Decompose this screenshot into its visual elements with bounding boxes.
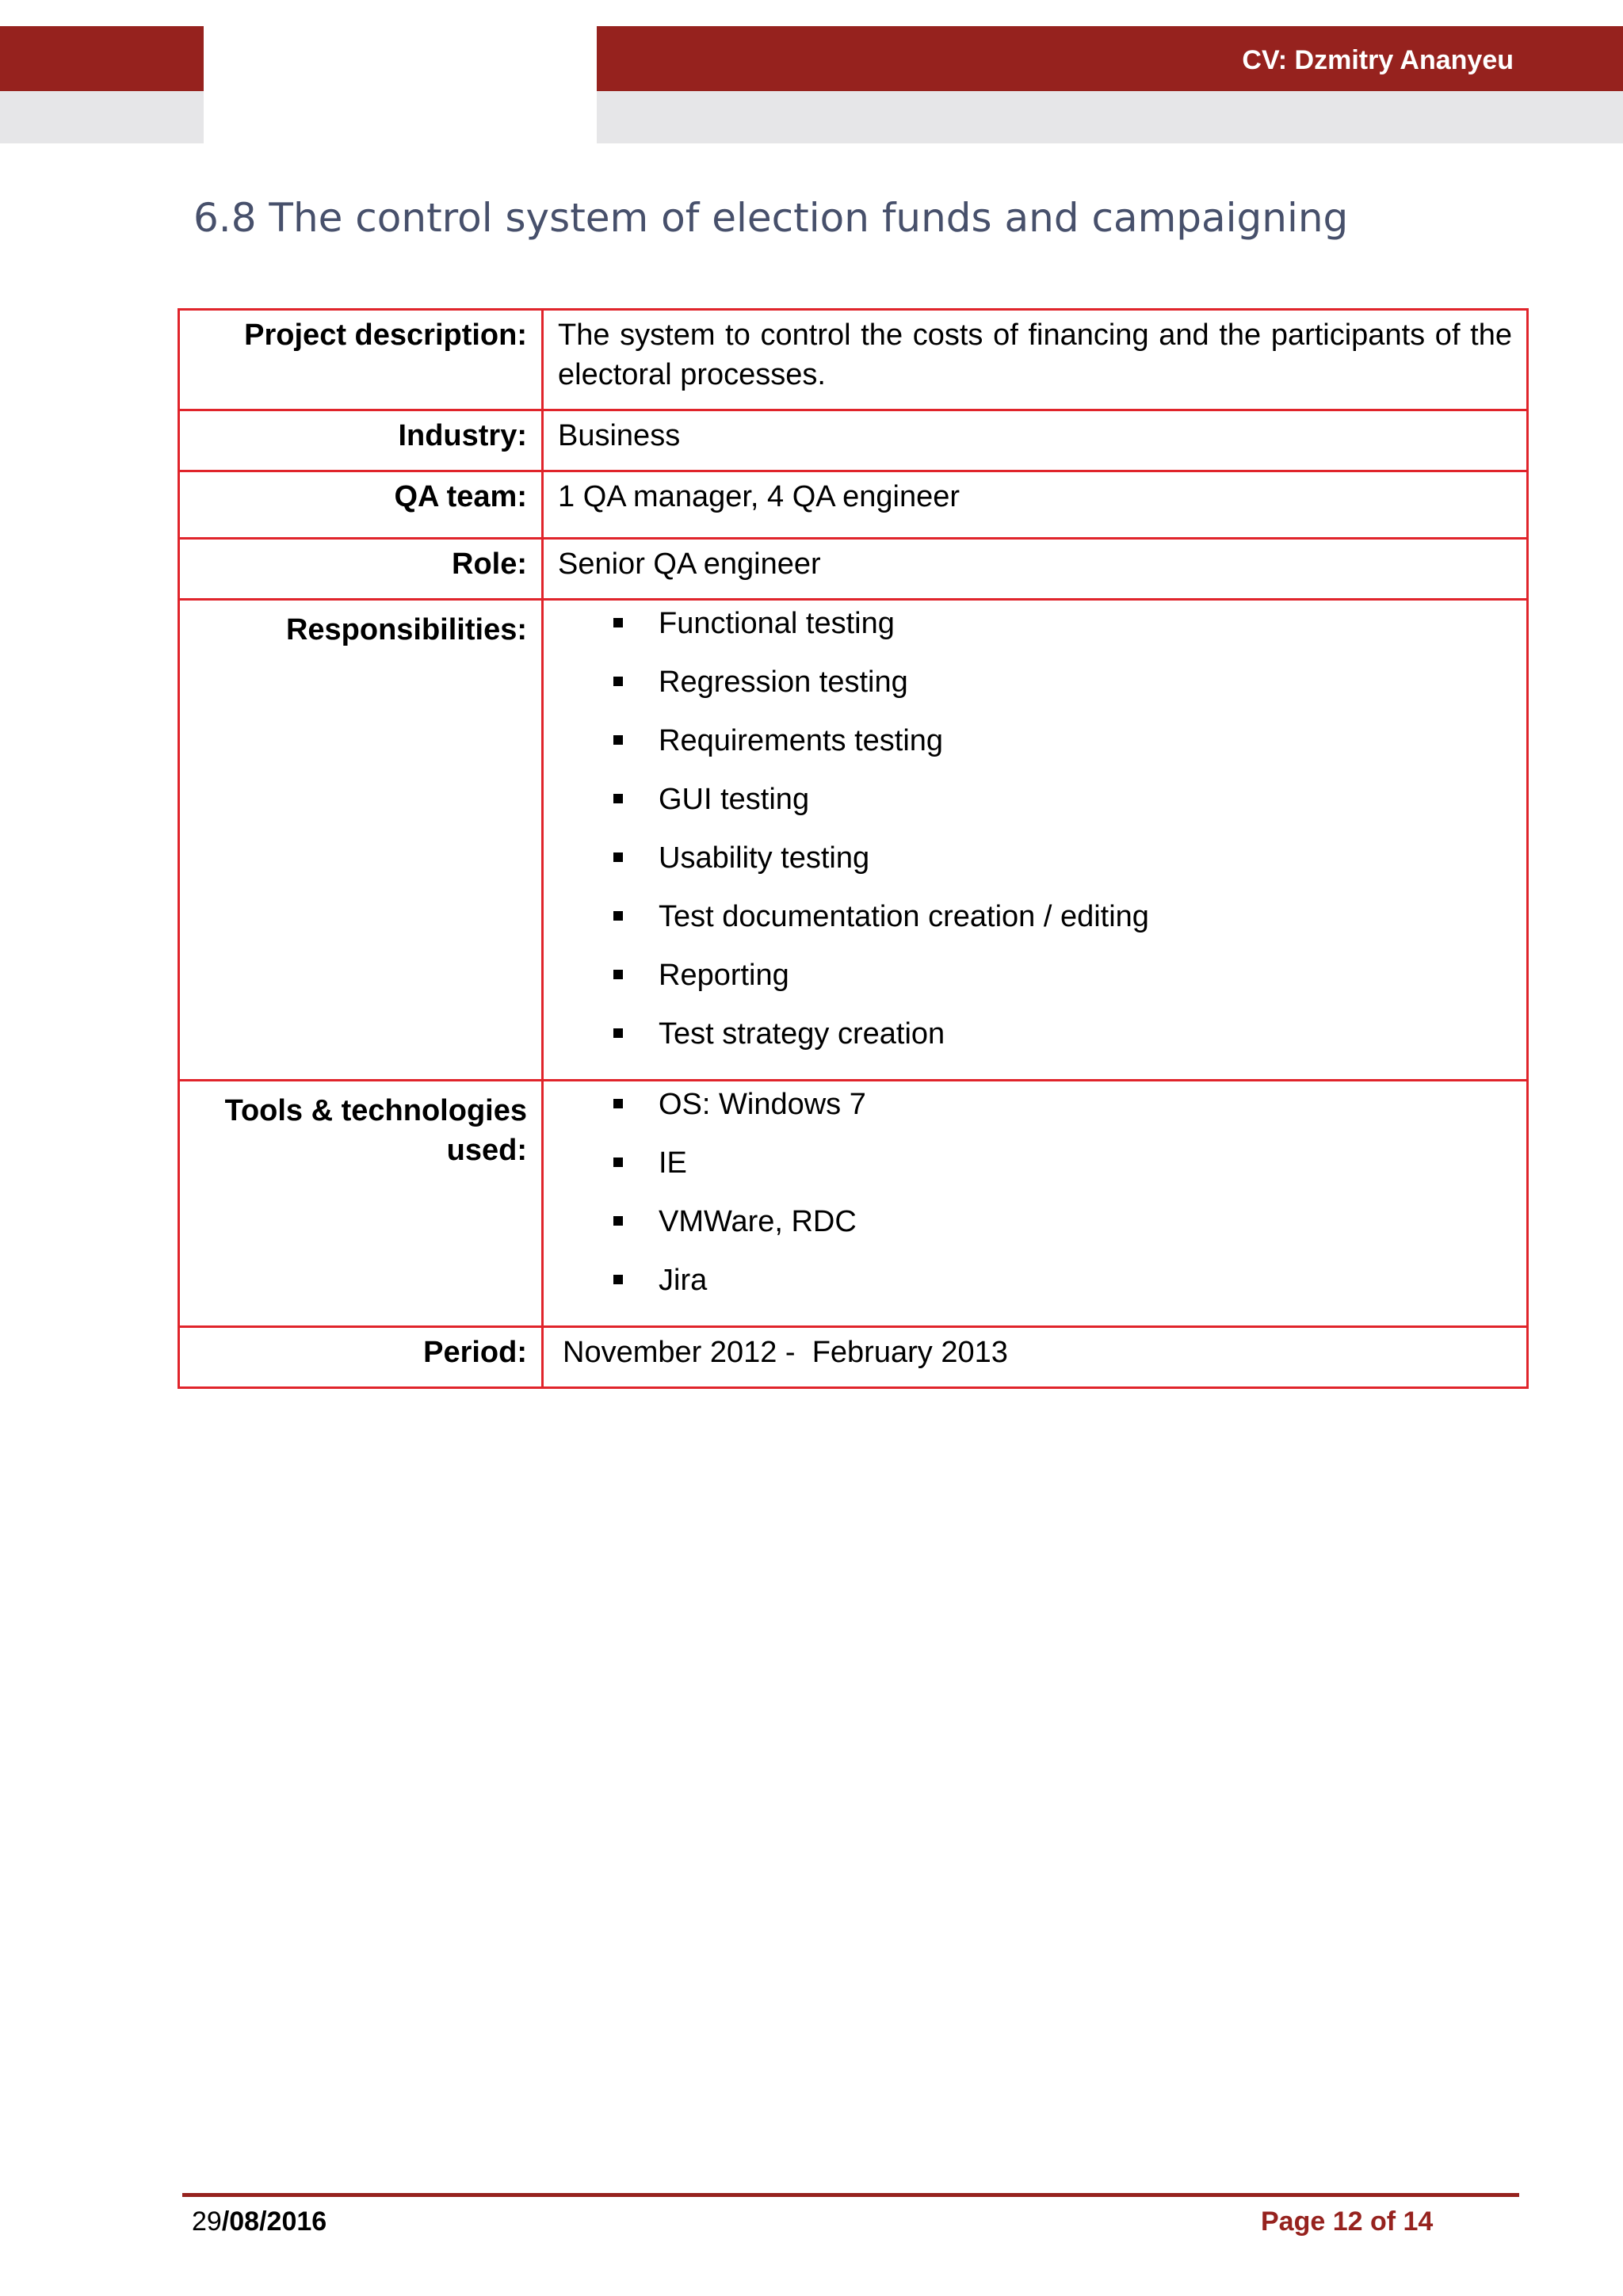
list-item: Usability testing [558, 838, 1512, 897]
label-tools-line1: Tools & technologies [224, 1094, 527, 1127]
value-role: Senior QA engineer [543, 539, 1528, 600]
tools-list [558, 1085, 1512, 1319]
label-responsibilities-text: Responsibilities: [285, 613, 527, 646]
label-role: Role: [179, 539, 543, 600]
list-item: Test documentation creation / editing [558, 897, 1512, 955]
value-responsibilities [543, 600, 1528, 1081]
list-item: Jira [558, 1261, 1512, 1319]
list-item: Regression testing [558, 662, 1512, 721]
value-qa-team: 1 QA manager, 4 QA engineer [543, 471, 1528, 539]
header-subband-right [597, 91, 1623, 143]
label-project-description: Project description: [179, 310, 543, 410]
footer-divider [182, 2193, 1519, 2197]
footer-date [192, 2204, 327, 2239]
footer-date-day: 29 [192, 2206, 222, 2237]
list-item: VMWare, RDC [558, 1202, 1512, 1261]
table-row-role [179, 539, 1528, 600]
table-row-industry [179, 410, 1528, 471]
list-item: OS: Windows 7 [558, 1085, 1512, 1143]
list-item: GUI testing [558, 780, 1512, 838]
value-industry: Business [543, 410, 1528, 471]
label-responsibilities [179, 600, 543, 1081]
table-row-qa-team [179, 471, 1528, 539]
label-period: Period: [179, 1327, 543, 1388]
value-period [543, 1327, 1528, 1388]
header-band-left [0, 26, 204, 91]
table-row-tools [179, 1081, 1528, 1327]
value-project-description: The system to control the costs of financing and the participants of the electoral processes. [543, 310, 1528, 410]
section-title: 6.8 The control system of election funds and campaigning [193, 195, 1349, 241]
footer-page-number: Page 12 of 14 [1261, 2206, 1434, 2237]
value-tools [543, 1081, 1528, 1327]
list-item: Test strategy creation [558, 1014, 1512, 1073]
label-qa-team: QA team: [179, 471, 543, 539]
header-subband-left [0, 91, 204, 143]
project-info-table [178, 308, 1529, 1389]
period-text: November 2012 - February 2013 [563, 1336, 1008, 1369]
table-row-period [179, 1327, 1528, 1388]
footer-date-rest: /08/2016 [221, 2206, 327, 2237]
list-item: Functional testing [558, 604, 1512, 662]
label-industry: Industry: [179, 410, 543, 471]
responsibilities-list [558, 604, 1512, 1073]
label-tools-line2: used: [446, 1134, 527, 1167]
label-tools [179, 1081, 543, 1327]
table-row-responsibilities [179, 600, 1528, 1081]
list-item: Reporting [558, 955, 1512, 1014]
table-row-description [179, 310, 1528, 410]
list-item: IE [558, 1143, 1512, 1202]
header-title: CV: Dzmitry Ananyeu [1242, 45, 1514, 75]
list-item: Requirements testing [558, 721, 1512, 780]
